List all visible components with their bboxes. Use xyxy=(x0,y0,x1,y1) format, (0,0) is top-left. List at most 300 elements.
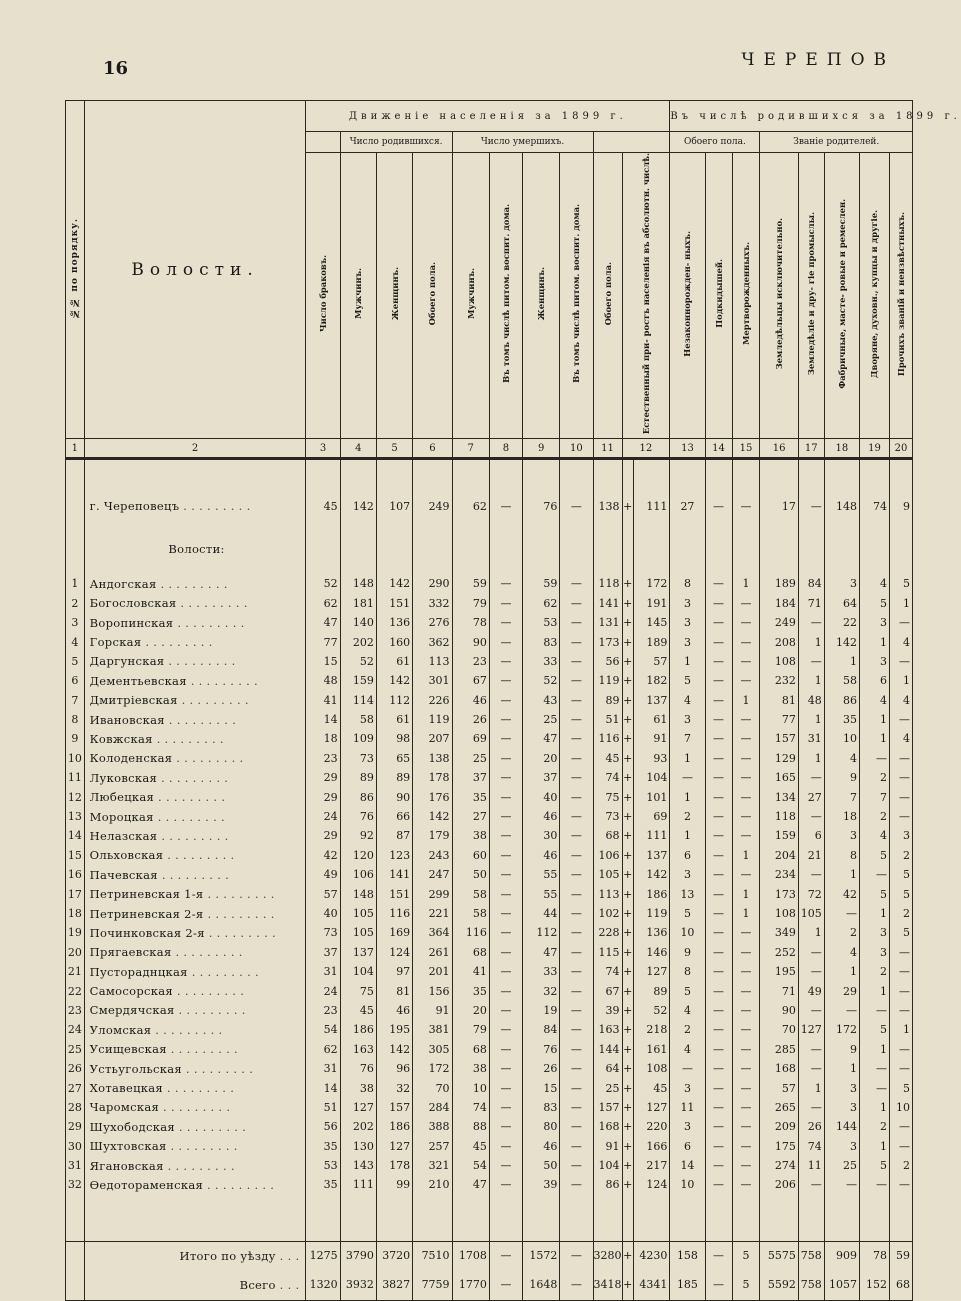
value-cell: — xyxy=(705,1117,732,1136)
header-col-16: Земледѣльцы исключительно. xyxy=(760,153,798,439)
value-cell: 27 xyxy=(798,787,824,806)
value-cell: 4230 xyxy=(633,1241,669,1270)
value-cell: 364 xyxy=(413,923,452,942)
value-cell: 112 xyxy=(523,923,560,942)
header-col-no: №№ по порядку. xyxy=(66,101,85,439)
value-cell: — xyxy=(732,787,760,806)
value-cell: 4 xyxy=(890,691,913,710)
spacer-cell xyxy=(306,1195,340,1242)
value-cell: 19 xyxy=(523,1001,560,1020)
value-cell: 98 xyxy=(376,729,412,748)
value-cell: + xyxy=(622,962,633,981)
value-cell: 137 xyxy=(340,943,376,962)
value-cell: 137 xyxy=(633,846,669,865)
value-cell: — xyxy=(489,494,522,518)
value-cell: — xyxy=(489,981,522,1000)
volost-name: Уломская . . . xyxy=(84,1020,306,1039)
value-cell: 144 xyxy=(593,1040,622,1059)
spacer-cell xyxy=(760,518,798,538)
spacer-cell xyxy=(66,560,85,574)
value-cell: 5 xyxy=(670,981,705,1000)
value-cell: 206 xyxy=(760,1175,798,1194)
spacer-cell xyxy=(523,1195,560,1242)
value-cell: 285 xyxy=(760,1040,798,1059)
volost-name: Починковская 2-я . . . xyxy=(84,923,306,942)
value-cell: 115 xyxy=(593,943,622,962)
row-number: 14 xyxy=(66,826,85,845)
value-cell: — xyxy=(489,807,522,826)
value-cell: 1 xyxy=(732,904,760,923)
value-cell: — xyxy=(705,1098,732,1117)
value-cell: 87 xyxy=(376,826,412,845)
spacer-cell xyxy=(340,560,376,574)
value-cell: 7 xyxy=(670,729,705,748)
value-cell: 158 xyxy=(670,1241,705,1270)
value-cell: + xyxy=(622,671,633,690)
value-cell: 49 xyxy=(798,981,824,1000)
value-cell: 138 xyxy=(413,749,452,768)
row-number: 27 xyxy=(66,1078,85,1097)
value-cell: 169 xyxy=(376,923,412,942)
value-cell: 3 xyxy=(824,826,859,845)
value-cell: 41 xyxy=(306,691,340,710)
value-cell: 62 xyxy=(306,1040,340,1059)
value-cell: + xyxy=(622,807,633,826)
value-cell: 4 xyxy=(670,691,705,710)
value-cell: — xyxy=(560,1020,593,1039)
row-number: 18 xyxy=(66,904,85,923)
spacer-cell xyxy=(376,459,412,495)
spacer-cell xyxy=(760,560,798,574)
value-cell: — xyxy=(732,923,760,942)
value-cell: 58 xyxy=(452,904,489,923)
header-col-14: Подкидышей. xyxy=(705,153,732,439)
value-cell: 3 xyxy=(890,826,913,845)
value-cell: 1 xyxy=(859,1098,889,1117)
value-cell: 99 xyxy=(376,1175,412,1194)
column-number: 15 xyxy=(732,439,760,459)
value-cell: 73 xyxy=(593,807,622,826)
value-cell: — xyxy=(560,613,593,632)
value-cell: 3 xyxy=(859,943,889,962)
value-cell: 1 xyxy=(859,710,889,729)
value-cell: 3720 xyxy=(376,1241,412,1270)
value-cell: 5 xyxy=(859,884,889,903)
value-cell: 105 xyxy=(340,923,376,942)
value-cell: 172 xyxy=(633,574,669,593)
spacer-cell xyxy=(670,459,705,495)
value-cell: 68 xyxy=(452,943,489,962)
value-cell: 156 xyxy=(413,981,452,1000)
value-cell: 261 xyxy=(413,943,452,962)
value-cell: 127 xyxy=(798,1020,824,1039)
value-cell: 3 xyxy=(859,652,889,671)
value-cell: 57 xyxy=(633,652,669,671)
value-cell: 46 xyxy=(523,846,560,865)
spacer-cell xyxy=(633,538,669,560)
value-cell: 53 xyxy=(523,613,560,632)
value-cell: — xyxy=(560,962,593,981)
value-cell: 1275 xyxy=(306,1241,340,1270)
value-cell: 142 xyxy=(376,574,412,593)
value-cell: 3 xyxy=(824,1137,859,1156)
column-number: 20 xyxy=(890,439,913,459)
spacer-cell xyxy=(890,560,913,574)
value-cell: 257 xyxy=(413,1137,452,1156)
spacer-cell xyxy=(859,1195,889,1242)
spacer-cell xyxy=(593,518,622,538)
value-cell: 26 xyxy=(523,1059,560,1078)
row-number: 26 xyxy=(66,1059,85,1078)
row-number xyxy=(66,1270,85,1301)
column-number: 5 xyxy=(376,439,412,459)
value-cell: 217 xyxy=(633,1156,669,1175)
spacer-cell xyxy=(705,1195,732,1242)
value-cell: — xyxy=(824,1175,859,1194)
value-cell: + xyxy=(622,691,633,710)
value-cell: — xyxy=(489,826,522,845)
column-number: 14 xyxy=(705,439,732,459)
value-cell: — xyxy=(705,768,732,787)
table-row xyxy=(66,846,913,865)
column-number: 2 xyxy=(84,439,306,459)
value-cell: 59 xyxy=(523,574,560,593)
value-cell: 90 xyxy=(452,632,489,651)
value-cell: — xyxy=(824,1001,859,1020)
spacer-cell xyxy=(890,459,913,495)
volosti-subheading: Волости: xyxy=(84,538,306,560)
value-cell: 42 xyxy=(824,884,859,903)
value-cell: 69 xyxy=(633,807,669,826)
spacer-cell xyxy=(376,560,412,574)
value-cell: 2 xyxy=(859,768,889,787)
value-cell: 101 xyxy=(633,787,669,806)
value-cell: 111 xyxy=(633,494,669,518)
value-cell: — xyxy=(732,671,760,690)
value-cell: — xyxy=(560,749,593,768)
row-number: 29 xyxy=(66,1117,85,1136)
value-cell: — xyxy=(732,1059,760,1078)
value-cell: 4 xyxy=(824,749,859,768)
value-cell: — xyxy=(890,613,913,632)
value-cell: 1 xyxy=(824,652,859,671)
value-cell: 1 xyxy=(824,865,859,884)
value-cell: — xyxy=(890,1001,913,1020)
value-cell: — xyxy=(705,1175,732,1194)
value-cell: 290 xyxy=(413,574,452,593)
value-cell: 221 xyxy=(413,904,452,923)
value-cell: 47 xyxy=(452,1175,489,1194)
value-cell: — xyxy=(560,826,593,845)
value-cell: + xyxy=(622,1040,633,1059)
value-cell: 30 xyxy=(523,826,560,845)
value-cell: 70 xyxy=(413,1078,452,1097)
value-cell: 73 xyxy=(306,923,340,942)
value-cell: 35 xyxy=(306,1175,340,1194)
value-cell: 247 xyxy=(413,865,452,884)
value-cell: — xyxy=(732,1117,760,1136)
value-cell: — xyxy=(705,749,732,768)
spacer-cell xyxy=(452,459,489,495)
spacer-cell xyxy=(890,538,913,560)
value-cell: 182 xyxy=(633,671,669,690)
value-cell: — xyxy=(705,691,732,710)
value-cell: + xyxy=(622,1098,633,1117)
value-cell: 54 xyxy=(306,1020,340,1039)
spacer-cell xyxy=(452,518,489,538)
header-col-11: Обоего пола. xyxy=(593,153,622,439)
spacer-cell xyxy=(66,1195,85,1242)
spacer-cell xyxy=(306,459,340,495)
value-cell: 1 xyxy=(732,691,760,710)
column-number: 11 xyxy=(593,439,622,459)
volost-name: Самосорская . . . xyxy=(84,981,306,1000)
value-cell: + xyxy=(622,1241,633,1270)
header-group-born-incl: Въ числѣ родившихся за 1899 г. xyxy=(670,101,913,132)
value-cell: 108 xyxy=(760,652,798,671)
value-cell: 15 xyxy=(523,1078,560,1097)
value-cell: — xyxy=(824,904,859,923)
value-cell: — xyxy=(732,494,760,518)
value-cell: 142 xyxy=(376,1040,412,1059)
value-cell: 2 xyxy=(670,807,705,826)
value-cell: — xyxy=(489,1117,522,1136)
value-cell: — xyxy=(560,1040,593,1059)
row-number: 20 xyxy=(66,943,85,962)
value-cell: + xyxy=(622,632,633,651)
value-cell: 59 xyxy=(452,574,489,593)
value-cell: — xyxy=(705,729,732,748)
spacer-cell xyxy=(760,459,798,495)
value-cell: 86 xyxy=(340,787,376,806)
value-cell: + xyxy=(622,1117,633,1136)
header-col-19: Дворяне, духовн., купцы и другіе. xyxy=(859,153,889,439)
value-cell: — xyxy=(798,613,824,632)
value-cell: 80 xyxy=(523,1117,560,1136)
value-cell: — xyxy=(732,1020,760,1039)
spacer-cell xyxy=(705,560,732,574)
value-cell: 8 xyxy=(670,962,705,981)
value-cell: 109 xyxy=(340,729,376,748)
value-cell: 27 xyxy=(452,807,489,826)
value-cell: 220 xyxy=(633,1117,669,1136)
value-cell: + xyxy=(622,923,633,942)
table-row xyxy=(66,1137,913,1156)
value-cell: 116 xyxy=(593,729,622,748)
spacer-cell xyxy=(593,459,622,495)
value-cell: 144 xyxy=(824,1117,859,1136)
value-cell: 54 xyxy=(452,1156,489,1175)
value-cell: 3418 xyxy=(593,1270,622,1301)
volost-name: Дмитріевская . . . xyxy=(84,691,306,710)
volost-name: Андогская . . . xyxy=(84,574,306,593)
table-row xyxy=(66,904,913,923)
value-cell: 60 xyxy=(452,846,489,865)
value-cell: 47 xyxy=(523,729,560,748)
value-cell: 69 xyxy=(452,729,489,748)
value-cell: 84 xyxy=(523,1020,560,1039)
value-cell: 74 xyxy=(593,962,622,981)
spacer-cell xyxy=(306,560,340,574)
column-number: 10 xyxy=(560,439,593,459)
value-cell: — xyxy=(489,865,522,884)
value-cell: — xyxy=(560,1001,593,1020)
value-cell: 108 xyxy=(760,904,798,923)
volost-name: Пачевская . . . xyxy=(84,865,306,884)
value-cell: 45 xyxy=(633,1078,669,1097)
header-group-movement: Движеніе населенія за 1899 г. xyxy=(306,101,670,132)
value-cell: 62 xyxy=(306,594,340,613)
value-cell: 18 xyxy=(824,807,859,826)
volost-name: Петриневская 2-я . . . xyxy=(84,904,306,923)
value-cell: 202 xyxy=(340,1117,376,1136)
spacer-cell xyxy=(670,1195,705,1242)
spacer-cell xyxy=(306,518,340,538)
spacer-cell xyxy=(560,1195,593,1242)
value-cell: 76 xyxy=(340,1059,376,1078)
value-cell: + xyxy=(622,652,633,671)
value-cell: — xyxy=(489,749,522,768)
volost-name: Горская . . . xyxy=(84,632,306,651)
value-cell: 3 xyxy=(670,1117,705,1136)
column-number: 12 xyxy=(622,439,670,459)
value-cell: 159 xyxy=(760,826,798,845)
row-number: 6 xyxy=(66,671,85,690)
value-cell: — xyxy=(560,494,593,518)
value-cell: 208 xyxy=(760,632,798,651)
value-cell: 22 xyxy=(824,613,859,632)
value-cell: + xyxy=(622,768,633,787)
volost-name: Шухободская . . . xyxy=(84,1117,306,1136)
value-cell: 38 xyxy=(340,1078,376,1097)
value-cell: 168 xyxy=(593,1117,622,1136)
value-cell: 1 xyxy=(859,1137,889,1156)
value-cell: 141 xyxy=(593,594,622,613)
value-cell: 64 xyxy=(593,1059,622,1078)
value-cell: 388 xyxy=(413,1117,452,1136)
value-cell: — xyxy=(705,884,732,903)
value-cell: 1 xyxy=(798,632,824,651)
value-cell: 78 xyxy=(859,1241,889,1270)
spacer-cell xyxy=(798,1195,824,1242)
value-cell: 102 xyxy=(593,904,622,923)
value-cell: 41 xyxy=(452,962,489,981)
value-cell: + xyxy=(622,884,633,903)
value-cell: 33 xyxy=(523,962,560,981)
value-cell: 5 xyxy=(732,1241,760,1270)
value-cell: — xyxy=(798,1001,824,1020)
value-cell: + xyxy=(622,574,633,593)
value-cell: 44 xyxy=(523,904,560,923)
table-row xyxy=(66,884,913,903)
value-cell: 4 xyxy=(859,826,889,845)
spacer-cell xyxy=(890,1195,913,1242)
row-number xyxy=(66,1241,85,1270)
spacer-cell xyxy=(340,518,376,538)
value-cell: 195 xyxy=(376,1020,412,1039)
value-cell: 127 xyxy=(340,1098,376,1117)
value-cell: 26 xyxy=(452,710,489,729)
value-cell: 37 xyxy=(306,943,340,962)
value-cell: — xyxy=(489,1241,522,1270)
spacer-cell xyxy=(633,560,669,574)
value-cell: — xyxy=(859,749,889,768)
value-cell: 2 xyxy=(670,1020,705,1039)
value-cell: — xyxy=(489,1001,522,1020)
value-cell: — xyxy=(705,1078,732,1097)
spacer-cell xyxy=(798,560,824,574)
value-cell: — xyxy=(489,1059,522,1078)
value-cell: — xyxy=(489,1156,522,1175)
value-cell: 3 xyxy=(824,1078,859,1097)
value-cell: 61 xyxy=(633,710,669,729)
spacer-cell xyxy=(670,518,705,538)
total-all-label: Всего . . . xyxy=(84,1270,306,1301)
value-cell: 18 xyxy=(306,729,340,748)
spacer-cell xyxy=(84,459,306,495)
value-cell: 1 xyxy=(798,1078,824,1097)
row-number: 28 xyxy=(66,1098,85,1117)
column-number: 16 xyxy=(760,439,798,459)
value-cell: — xyxy=(489,962,522,981)
value-cell: 161 xyxy=(633,1040,669,1059)
value-cell: + xyxy=(622,494,633,518)
value-cell: 145 xyxy=(633,613,669,632)
value-cell: 3 xyxy=(670,632,705,651)
table-row xyxy=(66,943,913,962)
spacer-cell xyxy=(523,518,560,538)
value-cell: 45 xyxy=(452,1137,489,1156)
value-cell: — xyxy=(489,613,522,632)
value-cell: 252 xyxy=(760,943,798,962)
value-cell: 210 xyxy=(413,1175,452,1194)
total-uezd-label: Итого по уѣзду . . . xyxy=(84,1241,306,1270)
value-cell: 1708 xyxy=(452,1241,489,1270)
header-col-5: Женщинъ. xyxy=(376,153,412,439)
value-cell: 43 xyxy=(523,691,560,710)
value-cell: — xyxy=(560,671,593,690)
value-cell: 65 xyxy=(376,749,412,768)
value-cell: — xyxy=(560,884,593,903)
value-cell: 6 xyxy=(670,846,705,865)
value-cell: — xyxy=(732,768,760,787)
value-cell: — xyxy=(798,1175,824,1194)
value-cell: — xyxy=(732,613,760,632)
value-cell: — xyxy=(859,1078,889,1097)
value-cell: 73 xyxy=(340,749,376,768)
value-cell: — xyxy=(798,1040,824,1059)
spacer-cell xyxy=(84,1195,306,1242)
value-cell: — xyxy=(890,1040,913,1059)
value-cell: — xyxy=(560,1241,593,1270)
value-cell: 86 xyxy=(593,1175,622,1194)
value-cell: 3 xyxy=(670,613,705,632)
value-cell: 64 xyxy=(824,594,859,613)
value-cell: — xyxy=(560,943,593,962)
spacer-cell xyxy=(413,538,452,560)
value-cell: 305 xyxy=(413,1040,452,1059)
value-cell: 1 xyxy=(670,826,705,845)
table-row-total-all xyxy=(66,1270,913,1301)
row-number: 2 xyxy=(66,594,85,613)
value-cell: 1 xyxy=(732,884,760,903)
value-cell: 1 xyxy=(859,729,889,748)
value-cell: 68 xyxy=(452,1040,489,1059)
table-row xyxy=(66,749,913,768)
value-cell: — xyxy=(705,613,732,632)
value-cell: — xyxy=(489,691,522,710)
value-cell: 1 xyxy=(670,652,705,671)
